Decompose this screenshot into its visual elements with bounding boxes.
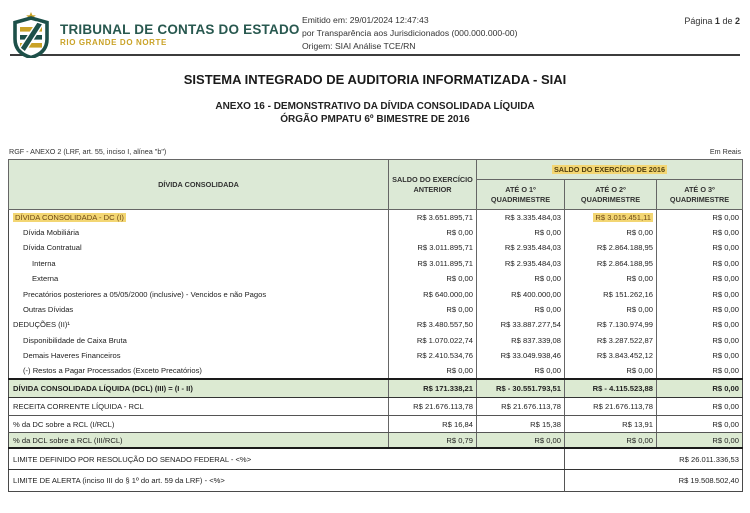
brand-subtitle: RIO GRANDE DO NORTE [60,37,167,47]
table-row [9,363,743,378]
limit-value: R$ 19.508.502,40 [565,470,743,492]
table-row [9,240,743,255]
row-value: R$ 171.338,21 [389,379,477,398]
row-label: Disponibilidade de Caixa Bruta [23,335,127,345]
table-row [9,415,743,433]
table-row [9,379,743,398]
table-row [9,210,743,225]
row-value: R$ 0,00 [657,348,743,363]
table-row [9,333,743,348]
limit-label: LIMITE DE ALERTA (inciso III do § 1º do art. 59 da LRF) - <%> [13,475,225,485]
row-value: R$ 3.011.895,71 [389,240,477,255]
col-header-q1: ATÉ O 1º QUADRIMESTRE [477,180,565,210]
limit-row [9,470,743,492]
row-label: DÍVIDA CONSOLIDADA LÍQUIDA (DCL) (III) = (I - II) [9,379,389,398]
row-value: R$ 0,00 [477,225,565,240]
row-value: R$ 0,00 [657,379,743,398]
row-value: R$ 3.335.484,03 [477,210,565,225]
col-header-divida: DÍVIDA CONSOLIDADA [9,160,389,210]
page-number-total: 2 [734,16,740,26]
table-meta-row [0,147,750,156]
col-group-exercicio-2016-label: SALDO DO EXERCÍCIO DE 2016 [553,164,666,174]
report-title: SISTEMA INTEGRADO DE AUDITORIA INFORMATIZADA - SIAI [183,72,567,87]
limit-value: R$ 26.011.336,53 [565,448,743,470]
table-body [9,210,743,449]
row-value: R$ 0,00 [565,271,657,286]
row-value: R$ 0,00 [477,302,565,317]
row-value: R$ - 30.551.793,51 [477,379,565,398]
row-label: Externa [32,274,59,284]
table-header [9,160,743,210]
col-header-q3: ATÉ O 3º QUADRIMESTRE [657,180,743,210]
row-label: Dívida Contratual [23,243,82,253]
row-value: R$ 837.339,08 [477,333,565,348]
row-value: R$ 0,00 [657,317,743,332]
divida-consolidada-table [8,159,743,492]
row-value: R$ 33.049.938,46 [477,348,565,363]
row-value: R$ 0,00 [657,210,743,225]
table-row [9,271,743,286]
row-label: Precatórios posteriores a 05/05/2000 (inclusive) - Vencidos e não Pagos [23,289,267,299]
row-value: R$ 0,00 [389,363,477,378]
table-row [9,348,743,363]
limit-label: LIMITE DEFINIDO POR RESOLUÇÃO DO SENADO FEDERAL - <%> [9,448,565,470]
row-value: R$ 0,00 [477,363,565,378]
row-value: R$ 400.000,00 [477,286,565,301]
limit-row [9,448,743,470]
row-value: R$ 0,00 [657,240,743,255]
row-value: R$ 0,79 [389,433,477,448]
row-label: DÍVIDA CONSOLIDADA - DC (I) [15,212,124,222]
row-value: R$ 2.410.534,76 [389,348,477,363]
row-label: Dívida Mobiliária [23,228,80,238]
row-value: R$ 0,00 [565,363,657,378]
row-value: R$ 0,00 [565,302,657,317]
row-value: R$ 0,00 [389,271,477,286]
legal-reference-note: RGF - ANEXO 2 (LRF, art. 55, inciso I, alínea "b") [9,147,167,156]
page-indicator-prefix: Página [684,16,713,26]
brand-block [10,12,302,58]
emission-origin-user: por Transparência aos Jurisdicionados (000.000.000-00) [302,27,518,38]
row-value: R$ 2.864.188,95 [565,240,657,255]
row-value: R$ 3.011.895,71 [389,256,477,271]
row-value: R$ 0,00 [657,286,743,301]
row-label: RECEITA CORRENTE LÍQUIDA - RCL [9,398,389,416]
table-row [9,433,743,448]
row-value: R$ 1.070.022,74 [389,333,477,348]
row-value: R$ 0,00 [657,271,743,286]
emission-source: Origem: SIAI Análise TCE/RN [302,40,416,51]
row-value: R$ 21.676.113,78 [389,398,477,416]
table-row [9,398,743,416]
row-value: R$ 640.000,00 [389,286,477,301]
page-header [0,0,750,52]
row-value: R$ 0,00 [477,271,565,286]
brand-title: TRIBUNAL DE CONTAS DO ESTADO [60,21,300,37]
table-footer [9,448,743,491]
row-label: % da DC sobre a RCL (I/RCL) [9,415,389,433]
page-number-current: 1 [714,16,720,26]
emission-info [302,12,620,53]
table-row [9,256,743,271]
row-value: R$ 0,00 [477,433,565,448]
row-value: R$ 21.676.113,78 [477,398,565,416]
row-value: R$ 15,38 [477,415,565,433]
row-value: R$ 2.864.188,95 [565,256,657,271]
row-value: R$ 3.651.895,71 [389,210,477,225]
row-value: R$ 0,00 [657,363,743,378]
currency-note: Em Reais [709,147,741,156]
col-group-exercicio-2016 [477,160,743,180]
report-subtitle-annex: ANEXO 16 - DEMONSTRATIVO DA DÍVIDA CONSOLIDADA LÍQUIDA [215,101,535,112]
row-value: R$ 3.015.451,11 [565,210,657,225]
row-value: R$ 2.935.484,03 [477,256,565,271]
row-value: R$ 2.935.484,03 [477,240,565,255]
page-indicator-separator: de [722,16,733,26]
row-value: R$ 3.843.452,12 [565,348,657,363]
page-indicator [620,12,740,26]
row-label: Interna [32,258,56,268]
row-value: R$ 13,91 [565,415,657,433]
table-row [9,317,743,332]
row-value: R$ 0,00 [657,398,743,416]
table-row [9,302,743,317]
tce-shield-logo [10,12,52,58]
row-value: R$ 33.887.277,54 [477,317,565,332]
table-row [9,225,743,240]
row-label: (-) Restos a Pagar Processados (Exceto Precatórios) [23,366,202,376]
row-value: R$ 3.480.557,50 [389,317,477,332]
row-value: R$ - 4.115.523,88 [565,379,657,398]
row-value: R$ 7.130.974,99 [565,317,657,332]
row-label: Outras Dívidas [23,305,74,315]
emission-datetime: Emitido em: 29/01/2024 12:47:43 [302,15,429,25]
row-value: R$ 16,84 [389,415,477,433]
col-header-q2: ATÉ O 2º QUADRIMESTRE [565,180,657,210]
row-label: DEDUÇÕES (II)¹ [13,320,70,330]
row-label: Demais Haveres Financeiros [23,351,121,361]
row-value: R$ 3.287.522,87 [565,333,657,348]
row-value: R$ 0,00 [657,256,743,271]
row-value: R$ 21.676.113,78 [565,398,657,416]
table-row [9,286,743,301]
row-value: R$ 0,00 [657,415,743,433]
col-header-saldo-anterior: SALDO DO EXERCÍCIO ANTERIOR [389,160,477,210]
row-value: R$ 0,00 [565,225,657,240]
row-value: R$ 0,00 [657,302,743,317]
row-value: R$ 0,00 [565,433,657,448]
brand-text [60,23,300,48]
row-value: R$ 0,00 [657,433,743,448]
row-value: R$ 151.262,16 [565,286,657,301]
row-value: R$ 0,00 [389,302,477,317]
row-label: % da DCL sobre a RCL (III/RCL) [9,433,389,448]
report-subtitle-org: ÓRGÃO PMPATU 6º BIMESTRE DE 2016 [280,114,470,125]
row-value: R$ 0,00 [389,225,477,240]
row-value: R$ 0,00 [657,333,743,348]
row-value: R$ 0,00 [657,225,743,240]
